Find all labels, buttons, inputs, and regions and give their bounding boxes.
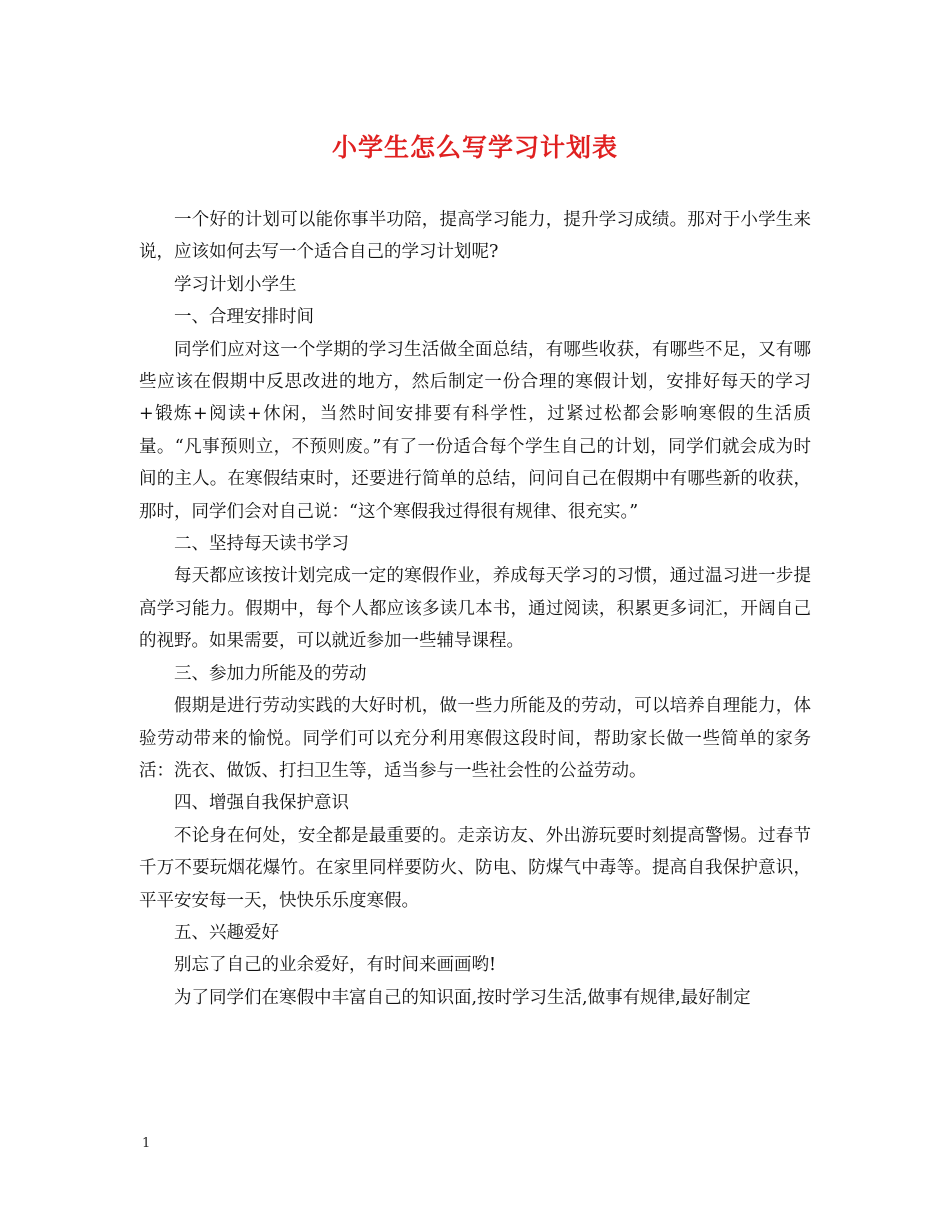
page-number: 1 [142,1136,151,1151]
paragraph-self-protection: 不论身在何处，安全都是最重要的。走亲访友、外出游玩要时刻提高警惕。过春节千万不要玩烟花爆竹。在家里同样要防火、防电、防煤气中毒等。提高自我保护意识，平平安安每一天，快快乐乐度寒假。 [139,825,811,911]
section-label: 学习计划小学生 [174,274,297,295]
paragraph-time-arrangement: 同学们应对这一个学期的学习生活做全面总结，有哪些收获，有哪些不足，又有哪些应该在假期中反思改进的地方，然后制定一份合理的寒假计划，安排好每天的学习+锻炼+阅读+休闲，当然时间安排要有科学性，过紧过松都会影响寒假的生活质量。“凡事预则立，不预则废。”有了一份适合每个学生自己的计划，同学们就会成为时间的主人。在寒假结束时，还要进行简单的总结，问问自己在假期中有哪些新的收获，那时，同学们会对自己说：“这个寒假我过得很有规律、很充实。” [139,339,811,522]
document-body [139,204,811,1014]
document-title: 小学生怎么写学习计划表 [331,133,618,162]
heading-hobbies: 五、兴趣爱好 [174,922,279,943]
heading-time-arrangement: 一、合理安排时间 [174,307,314,328]
paragraph-labor: 假期是进行劳动实践的大好时机，做一些力所能及的劳动，可以培养自理能力，体验劳动带来的愉悦。同学们可以充分利用寒假这段时间，帮助家长做一些简单的家务活：洗衣、做饭、打扫卫生等，适当参与一些社会性的公益劳动。 [139,696,811,781]
heading-self-protection: 四、增强自我保护意识 [174,793,349,814]
heading-daily-reading: 二、坚持每天读书学习 [174,534,349,555]
paragraph-closing: 为了同学们在寒假中丰富自己的知识面,按时学习生活,做事有规律,最好制定 [174,987,751,1008]
heading-labor: 三、参加力所能及的劳动 [174,663,367,684]
intro-paragraph: 一个好的计划可以能你事半功陪，提高学习能力，提升学习成绩。那对于小学生来说，应该如何去写一个适合自己的学习计划呢? [139,210,811,263]
paragraph-daily-reading: 每天都应该按计划完成一定的寒假作业，养成每天学习的习惯，通过温习进一步提高学习能力。假期中，每个人都应该多读几本书，通过阅读，积累更多词汇，开阔自己的视野。如果需要，可以就近参加一些辅导课程。 [139,566,811,652]
paragraph-hobbies: 别忘了自己的业余爱好，有时间来画画哟! [174,955,497,976]
